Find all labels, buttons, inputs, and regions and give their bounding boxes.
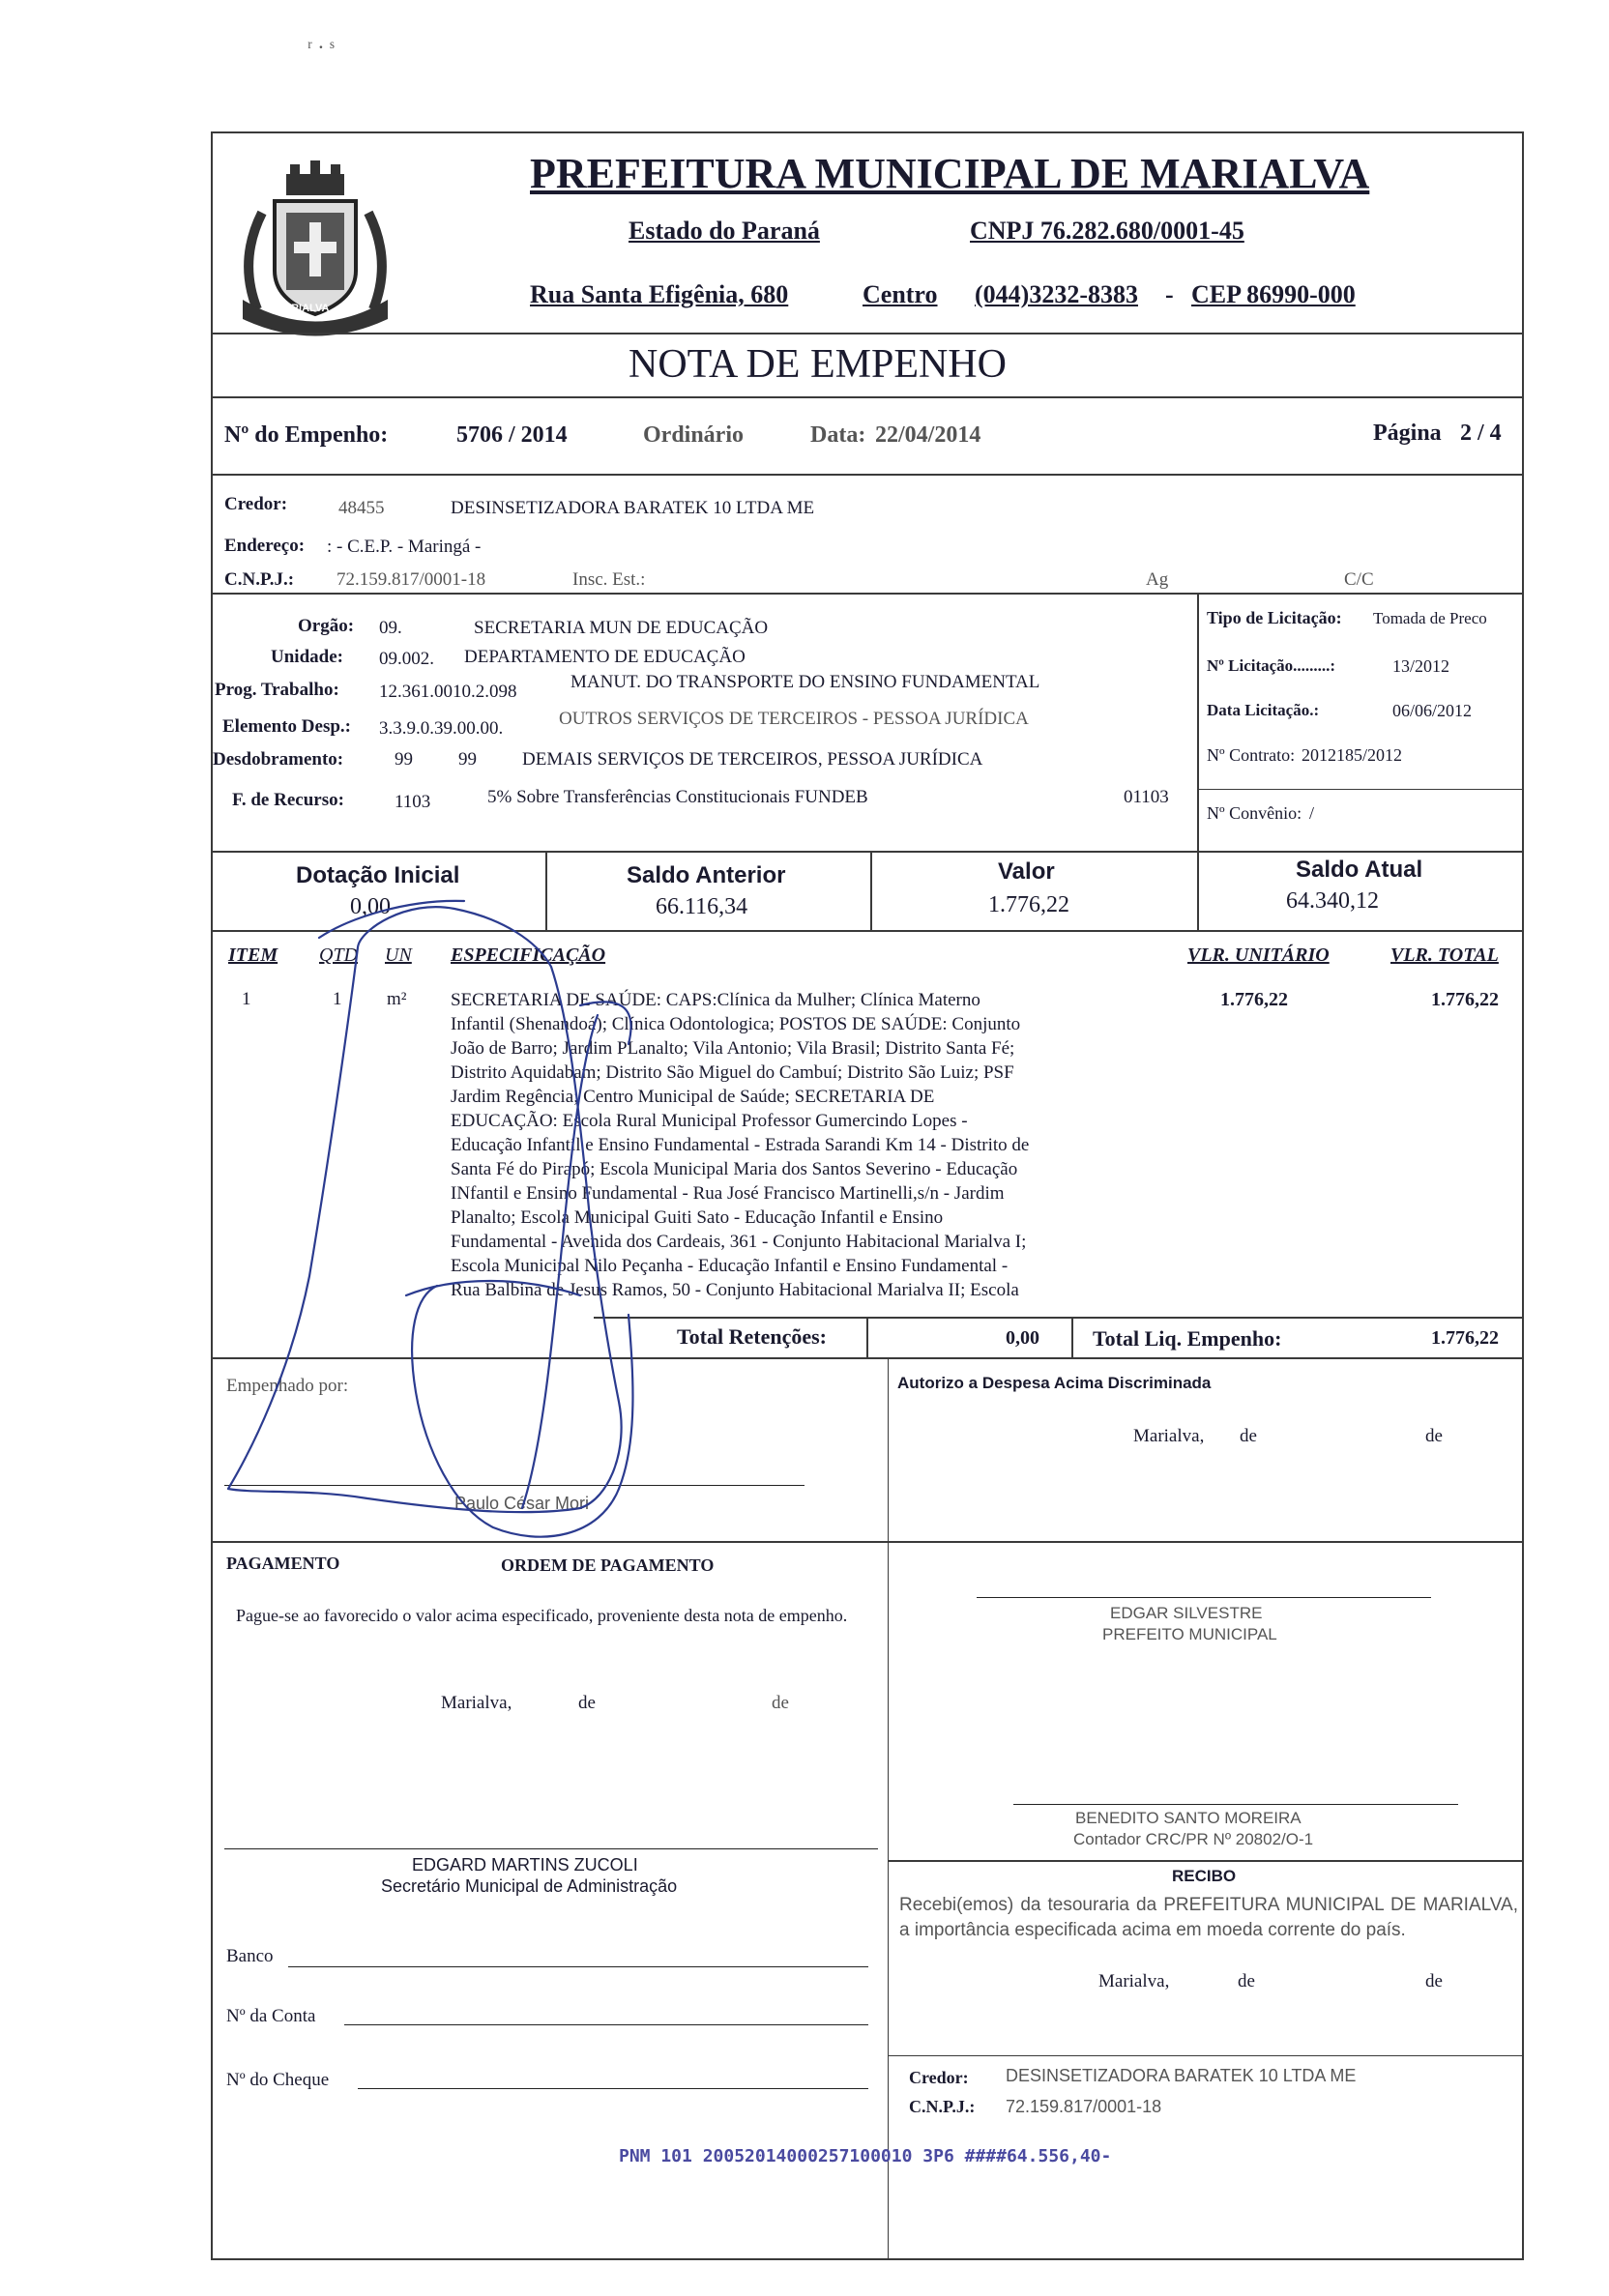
empenhado-por-label: Empenhado por: bbox=[226, 1376, 349, 1396]
autorizo-label: Autorizo a Despesa Acima Discriminada bbox=[897, 1374, 1212, 1392]
recibo-cnpj-value: 72.159.817/0001-18 bbox=[1006, 2097, 1162, 2116]
endereco-value: : - C.E.P. - Maringá - bbox=[327, 537, 482, 557]
conta-label: Nº da Conta bbox=[226, 2006, 316, 2026]
autorizo-city: Marialva, bbox=[1133, 1426, 1205, 1446]
recibo-credor-value: DESINSETIZADORA BARATEK 10 LTDA ME bbox=[1006, 2066, 1357, 2085]
page-number-value: 2 / 4 bbox=[1460, 421, 1502, 446]
empenho-date-value: 22/04/2014 bbox=[875, 422, 981, 448]
fonte-recurso-label: F. de Recurso: bbox=[232, 790, 344, 810]
header-cnpj: CNPJ 76.282.680/0001-45 bbox=[970, 217, 1244, 245]
unidade-desc: DEPARTAMENTO DE EDUCAÇÃO bbox=[464, 647, 746, 667]
cnpj-value: 72.159.817/0001-18 bbox=[336, 569, 486, 590]
cheque-label: Nº do Cheque bbox=[226, 2070, 330, 2090]
item-un: m² bbox=[387, 989, 407, 1009]
elemento-label: Elemento Desp.: bbox=[222, 716, 351, 737]
recibo-label: RECIBO bbox=[1172, 1867, 1237, 1885]
spec-line: Escola Municipal Nilo Peçanha - Educação Infantil e Ensino Fundamental - bbox=[451, 1256, 1009, 1276]
licitacao-tipo-label: Tipo de Licitação: bbox=[1207, 608, 1342, 627]
header-state: Estado do Paraná bbox=[629, 217, 820, 245]
empenho-date-label: Data: bbox=[810, 422, 866, 448]
orgao-code: 09. bbox=[379, 618, 402, 638]
recibo-cnpj-label: C.N.P.J.: bbox=[909, 2097, 976, 2116]
elemento-desc: OUTROS SERVIÇOS DE TERCEIROS - PESSOA JURÍDICA bbox=[559, 709, 1029, 729]
page-title: PREFEITURA MUNICIPAL DE MARIALVA bbox=[530, 150, 1370, 197]
licitacao-data-value: 06/06/2012 bbox=[1392, 701, 1473, 720]
retencoes-label: Total Retenções: bbox=[677, 1324, 827, 1349]
credor-code: 48455 bbox=[338, 498, 385, 518]
crest-banner-text: MARIALVA bbox=[275, 303, 330, 314]
account-label: C/C bbox=[1344, 569, 1374, 590]
programa-code: 12.361.0010.2.098 bbox=[379, 682, 517, 702]
saldo-atual-label: Saldo Atual bbox=[1296, 857, 1423, 883]
col-qtd: QTD bbox=[319, 945, 359, 966]
spec-line: Rua Balbina de Jesus Ramos, 50 - Conjunto Habitacional Marialva II; Escola bbox=[451, 1280, 1019, 1300]
header-cep: CEP 86990-000 bbox=[1191, 280, 1356, 308]
header-center: Centro bbox=[863, 280, 938, 308]
recibo-de-1: de bbox=[1238, 1971, 1255, 1991]
autorizo-de-2: de bbox=[1425, 1426, 1443, 1446]
spec-line: Jardim Regência; Centro Municipal de Saúde; SECRETARIA DE bbox=[451, 1087, 935, 1107]
page-number-label: Página bbox=[1373, 421, 1442, 446]
footer-code: PNM 101 20052014000257100010 3P6 ####64.556,40- bbox=[619, 2146, 1112, 2166]
ordem-de-2: de bbox=[772, 1693, 789, 1713]
empenho-num-label: Nº do Empenho: bbox=[224, 422, 389, 448]
desdobramento-label: Desdobramento: bbox=[213, 749, 344, 770]
empenho-type: Ordinário bbox=[643, 422, 745, 448]
spec-line: EDUCAÇÃO: Escola Rural Municipal Professor Gumercindo Lopes - bbox=[451, 1111, 968, 1131]
cnpj-label: C.N.P.J.: bbox=[224, 569, 295, 590]
recibo-text: Recebi(emos) da tesouraria da PREFEITURA MUNICIPAL DE MARIALVA, a importância especificada acima em moeda corrente do país. bbox=[899, 1895, 1518, 1940]
contrato-value: 2012185/2012 bbox=[1302, 745, 1403, 765]
ordem-de-1: de bbox=[578, 1693, 596, 1713]
item-valor-total: 1.776,22 bbox=[1431, 989, 1499, 1010]
saldo-atual-value: 64.340,12 bbox=[1286, 888, 1379, 914]
orgao-desc: SECRETARIA MUN DE EDUCAÇÃO bbox=[474, 618, 769, 638]
retencoes-value: 0,00 bbox=[1006, 1327, 1039, 1349]
credor-label: Credor: bbox=[224, 494, 288, 514]
liquido-label: Total Liq. Empenho: bbox=[1093, 1326, 1282, 1351]
dotacao-inicial-value: 0,00 bbox=[350, 894, 391, 919]
licitacao-num-value: 13/2012 bbox=[1392, 656, 1450, 676]
fonte-recurso-desc: 5% Sobre Transferências Constitucionais FUNDEB bbox=[487, 787, 868, 807]
orgao-label: Orgão: bbox=[298, 616, 355, 636]
spec-line: SECRETARIA DE SAÚDE: CAPS:Clínica da Mulher; Clínica Materno bbox=[451, 990, 980, 1010]
spec-line: João de Barro; Jardim PLanalto; Vila Antonio; Vila Brasil; Distrito Santa Fé; bbox=[451, 1038, 1015, 1059]
unidade-code: 09.002. bbox=[379, 649, 434, 669]
prefeito-name: EDGAR SILVESTRE bbox=[1110, 1604, 1263, 1622]
banco-label: Banco bbox=[226, 1946, 274, 1966]
recibo-city: Marialva, bbox=[1098, 1971, 1170, 1991]
spec-line: Distrito Aquidabam; Distrito São Miguel do Cambuí; Distrito São Luiz; PSF bbox=[451, 1062, 1014, 1083]
endereco-label: Endereço: bbox=[224, 536, 306, 556]
agency-label: Ag bbox=[1146, 569, 1169, 590]
unidade-label: Unidade: bbox=[271, 647, 343, 667]
valor-value: 1.776,22 bbox=[988, 892, 1069, 917]
credor-name: DESINSETIZADORA BARATEK 10 LTDA ME bbox=[451, 498, 815, 518]
scan-marks: ʳ · ˢ bbox=[307, 35, 335, 59]
contador-title: Contador CRC/PR Nº 20802/O-1 bbox=[1073, 1830, 1314, 1848]
insc-label: Insc. Est.: bbox=[572, 569, 646, 590]
autorizo-de-1: de bbox=[1240, 1426, 1257, 1446]
licitacao-tipo-value: Tomada de Preco bbox=[1373, 609, 1487, 627]
col-especificacao: ESPECIFICAÇÃO bbox=[451, 945, 606, 966]
col-un: UN bbox=[385, 945, 412, 966]
item-number: 1 bbox=[242, 989, 251, 1009]
header-phone: (044)3232-8383 bbox=[975, 280, 1138, 308]
secretario-title: Secretário Municipal de Administração bbox=[381, 1876, 678, 1896]
header-address: Rua Santa Efigênia, 680 bbox=[530, 280, 789, 308]
licitacao-num-label: Nº Licitação.........: bbox=[1207, 656, 1336, 675]
licitacao-data-label: Data Licitação.: bbox=[1207, 701, 1320, 719]
saldo-anterior-value: 66.116,34 bbox=[656, 894, 748, 919]
fonte-recurso-code: 1103 bbox=[395, 792, 431, 812]
elemento-code: 3.3.9.0.39.00.00. bbox=[379, 718, 504, 739]
liquido-value: 1.776,22 bbox=[1431, 1327, 1499, 1349]
prefeito-title: PREFEITO MUNICIPAL bbox=[1102, 1625, 1277, 1643]
empenhado-por-name: Paulo César Mori bbox=[454, 1494, 590, 1513]
convenio-value: / bbox=[1309, 803, 1315, 823]
spec-line: INfantil e Ensino Fundamental - Rua José Francisco Martinelli,s/n - Jardim bbox=[451, 1183, 1005, 1204]
programa-label: Prog. Trabalho: bbox=[215, 680, 339, 700]
fonte-recurso-code-2: 01103 bbox=[1124, 787, 1169, 807]
ordem-city: Marialva, bbox=[441, 1693, 512, 1713]
desdobramento-desc: DEMAIS SERVIÇOS DE TERCEIROS, PESSOA JURÍDICA bbox=[522, 749, 983, 770]
col-item: ITEM bbox=[228, 945, 278, 966]
spec-line: Fundamental - Avenida dos Cardeais, 361 - Conjunto Habitacional Marialva I; bbox=[451, 1232, 1027, 1252]
col-valor-total: VLR. TOTAL bbox=[1390, 945, 1499, 966]
saldo-anterior-label: Saldo Anterior bbox=[627, 862, 786, 888]
desdobramento-code-1: 99 bbox=[395, 749, 413, 770]
pagamento-label: PAGAMENTO bbox=[226, 1554, 340, 1573]
secretario-name: EDGARD MARTINS ZUCOLI bbox=[412, 1855, 638, 1875]
doc-title: NOTA DE EMPENHO bbox=[629, 342, 1007, 387]
spec-line: Planalto; Escola Municipal Guiti Sato - Educação Infantil e Ensino bbox=[451, 1207, 944, 1228]
col-valor-unitario: VLR. UNITÁRIO bbox=[1187, 945, 1330, 966]
spec-line: Infantil (Shenandoá); Clínica Odontologica; POSTOS DE SAÚDE: Conjunto bbox=[451, 1014, 1021, 1034]
spec-line: Educação Infantil e Ensino Fundamental - Estrada Sarandi Km 14 - Distrito de bbox=[451, 1135, 1030, 1155]
dotacao-inicial-label: Dotação Inicial bbox=[296, 862, 460, 888]
desdobramento-code-2: 99 bbox=[458, 749, 477, 770]
convenio-label: Nº Convênio: bbox=[1207, 803, 1302, 823]
ordem-pagamento-label: ORDEM DE PAGAMENTO bbox=[501, 1555, 715, 1575]
empenho-num-value: 5706 / 2014 bbox=[456, 422, 568, 448]
header-dash: - bbox=[1165, 280, 1174, 308]
spec-line: Santa Fé do Pirapó; Escola Municipal Maria dos Santos Severino - Educação bbox=[451, 1159, 1018, 1179]
contador-name: BENEDITO SANTO MOREIRA bbox=[1075, 1809, 1302, 1827]
recibo-credor-label: Credor: bbox=[909, 2068, 969, 2087]
recibo-de-2: de bbox=[1425, 1971, 1443, 1991]
item-valor-unitario: 1.776,22 bbox=[1220, 989, 1288, 1010]
ordem-pagamento-text: Pague-se ao favorecido o valor acima especificado, proveniente desta nota de empenho. bbox=[236, 1606, 848, 1625]
programa-desc: MANUT. DO TRANSPORTE DO ENSINO FUNDAMENTAL bbox=[570, 672, 1040, 692]
contrato-label: Nº Contrato: bbox=[1207, 745, 1296, 765]
valor-label: Valor bbox=[998, 858, 1055, 885]
item-qtd: 1 bbox=[333, 989, 342, 1009]
